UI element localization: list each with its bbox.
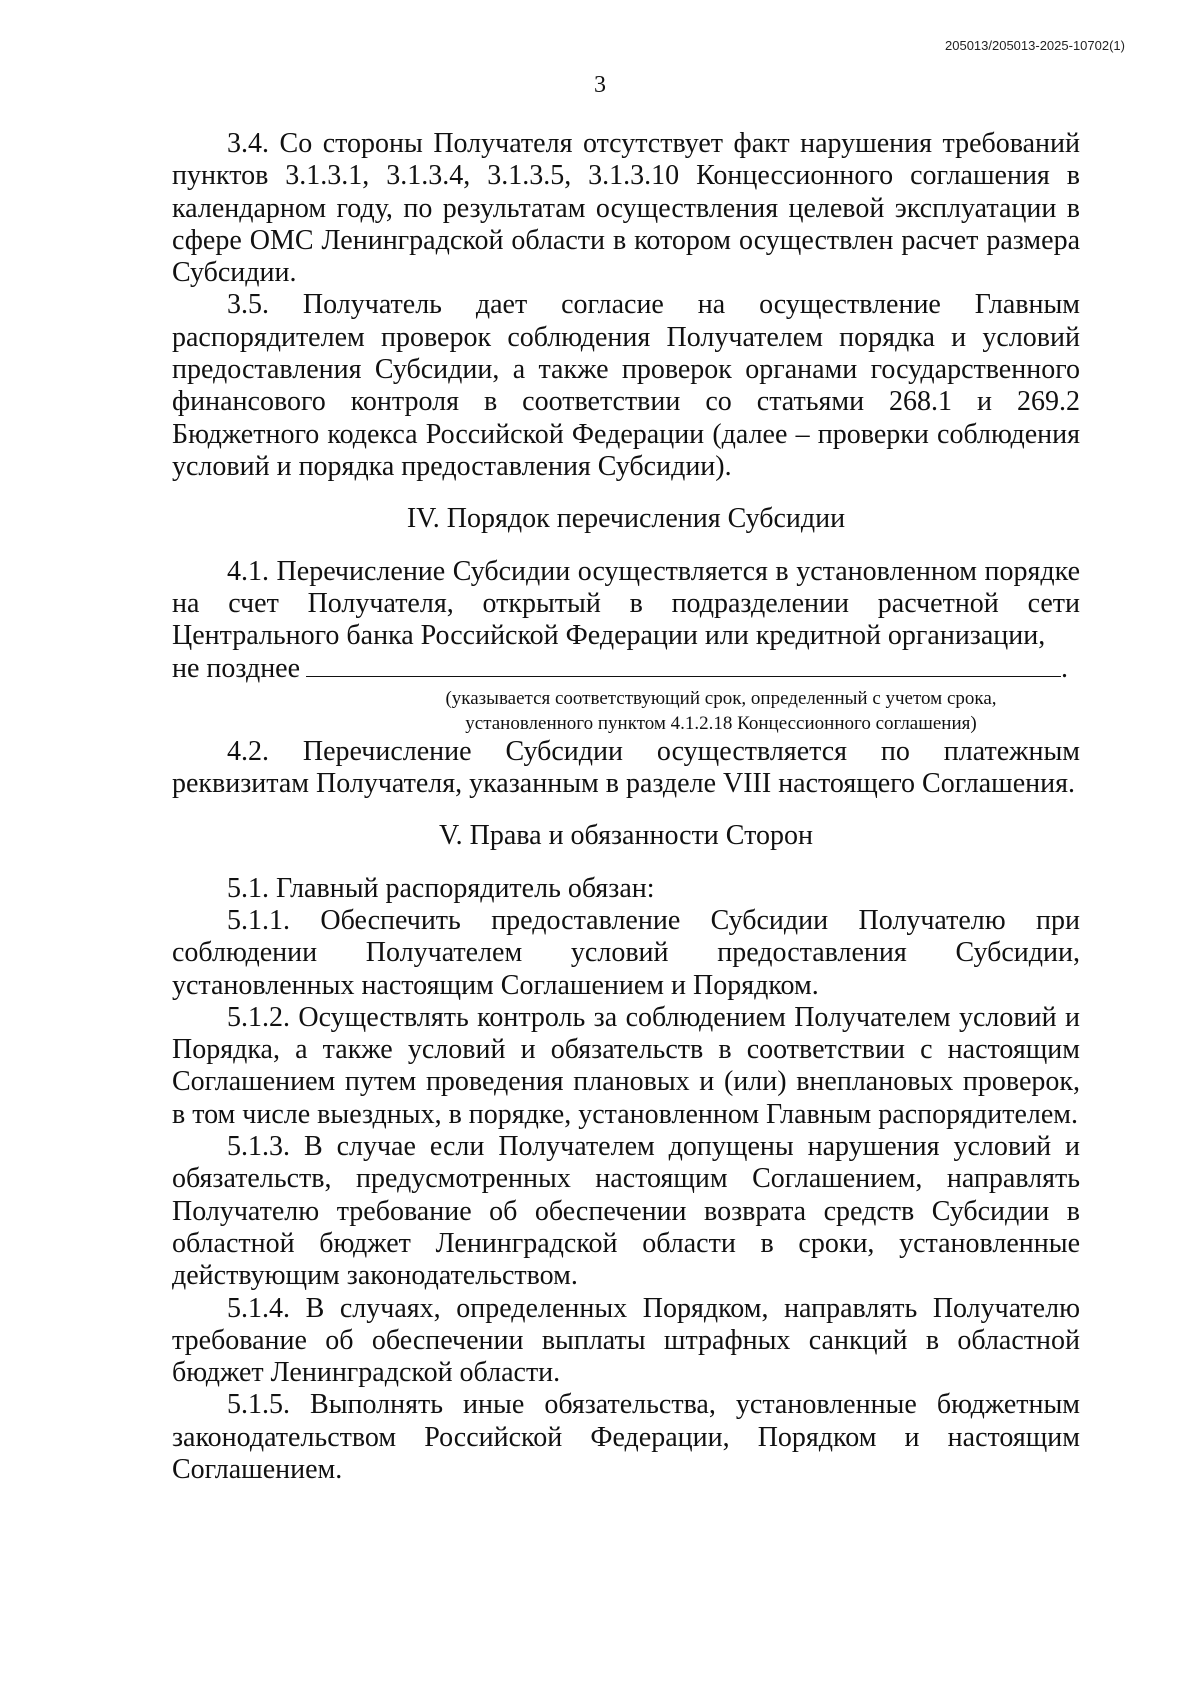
paragraph-5-1: 5.1. Главный распорядитель обязан: — [227, 872, 655, 904]
page-number: 3 — [594, 72, 606, 98]
deadline-blank-line — [172, 652, 1080, 685]
deadline-period: . — [1061, 653, 1069, 685]
paragraph-3-5: 3.5. Получатель дает согласие на осуществление Главным распорядителем проверок соблюдения Получателем порядка и условий предоставления Субсидии, а также проверок органами государственного финансового контроля в соответствии со статьями 268.1 и 269.2 Бюджетного кодекса Российской Федерации (далее – проверки соблюдения условий и порядка предоставления Субсидии). — [172, 289, 1080, 482]
paragraph-5-1-2: 5.1.2. Осуществлять контроль за соблюдением Получателем условий и Порядка, а также условий и обязательств в соответствии с настоящим Соглашением путем проведения плановых и (или) внеплановых проверок, в том числе выездных, в порядке, установленном Главным распорядителем. — [172, 1001, 1080, 1130]
document-id: 205013/205013-2025-10702(1) — [945, 38, 1125, 53]
paragraph-3-4: 3.4. Со стороны Получателя отсутствует факт нарушения требований пунктов 3.1.3.1, 3.1.3.4, 3.1.3.5, 3.1.3.10 Концессионного соглашения в календарном году, по результатам осуществления целевой эксплуатации в сфере ОМС Ленинградской области в котором осуществлен расчет размера Субсидии. — [172, 128, 1080, 289]
paragraph-5-1-3: 5.1.3. В случае если Получателем допущены нарушения условий и обязательств, предусмотренных настоящим Соглашением, направлять Получателю требование об обеспечении возврата средств Субсидии в областной бюджет Ленинградской области в сроки, установленные действующим законодательством. — [172, 1131, 1080, 1292]
document-body — [172, 128, 1080, 1486]
deadline-fill-field — [306, 652, 1061, 677]
paragraph-5-1-1: 5.1.1. Обеспечить предоставление Субсидии Получателю при соблюдении Получателем условий предоставления Субсидии, установленных настоящим Соглашением и Порядком. — [172, 904, 1080, 1001]
section-heading-5: V. Права и обязанности Сторон — [439, 820, 813, 852]
paragraph-4-1: 4.1. Перечисление Субсидии осуществляется в установленном порядке на счет Получателя, открытый в подразделении расчетной сети Центрального банка Российской Федерации или кредитной организации, — [172, 555, 1080, 652]
paragraph-5-1-4: 5.1.4. В случаях, определенных Порядком, направлять Получателю требование об обеспечении выплаты штрафных санкций в областной бюджет Ленинградской области. — [172, 1292, 1080, 1389]
deadline-label: не позднее — [172, 653, 301, 685]
paragraph-5-1-5: 5.1.5. Выполнять иные обязательства, установленные бюджетным законодательством Российской Федерации, Порядком и настоящим Соглашением. — [172, 1389, 1080, 1485]
section-heading-4: IV. Порядок перечисления Субсидии — [406, 503, 846, 535]
deadline-hint-line-2: установленного пунктом 4.1.2.18 Концессионного соглашения) — [465, 712, 977, 734]
deadline-hint-line-1: (указывается соответствующий срок, определенный с учетом срока, — [445, 687, 997, 709]
paragraph-4-2: 4.2. Перечисление Субсидии осуществляется по платежным реквизитам Получателя, указанным в разделе VIII настоящего Соглашения. — [172, 735, 1080, 800]
